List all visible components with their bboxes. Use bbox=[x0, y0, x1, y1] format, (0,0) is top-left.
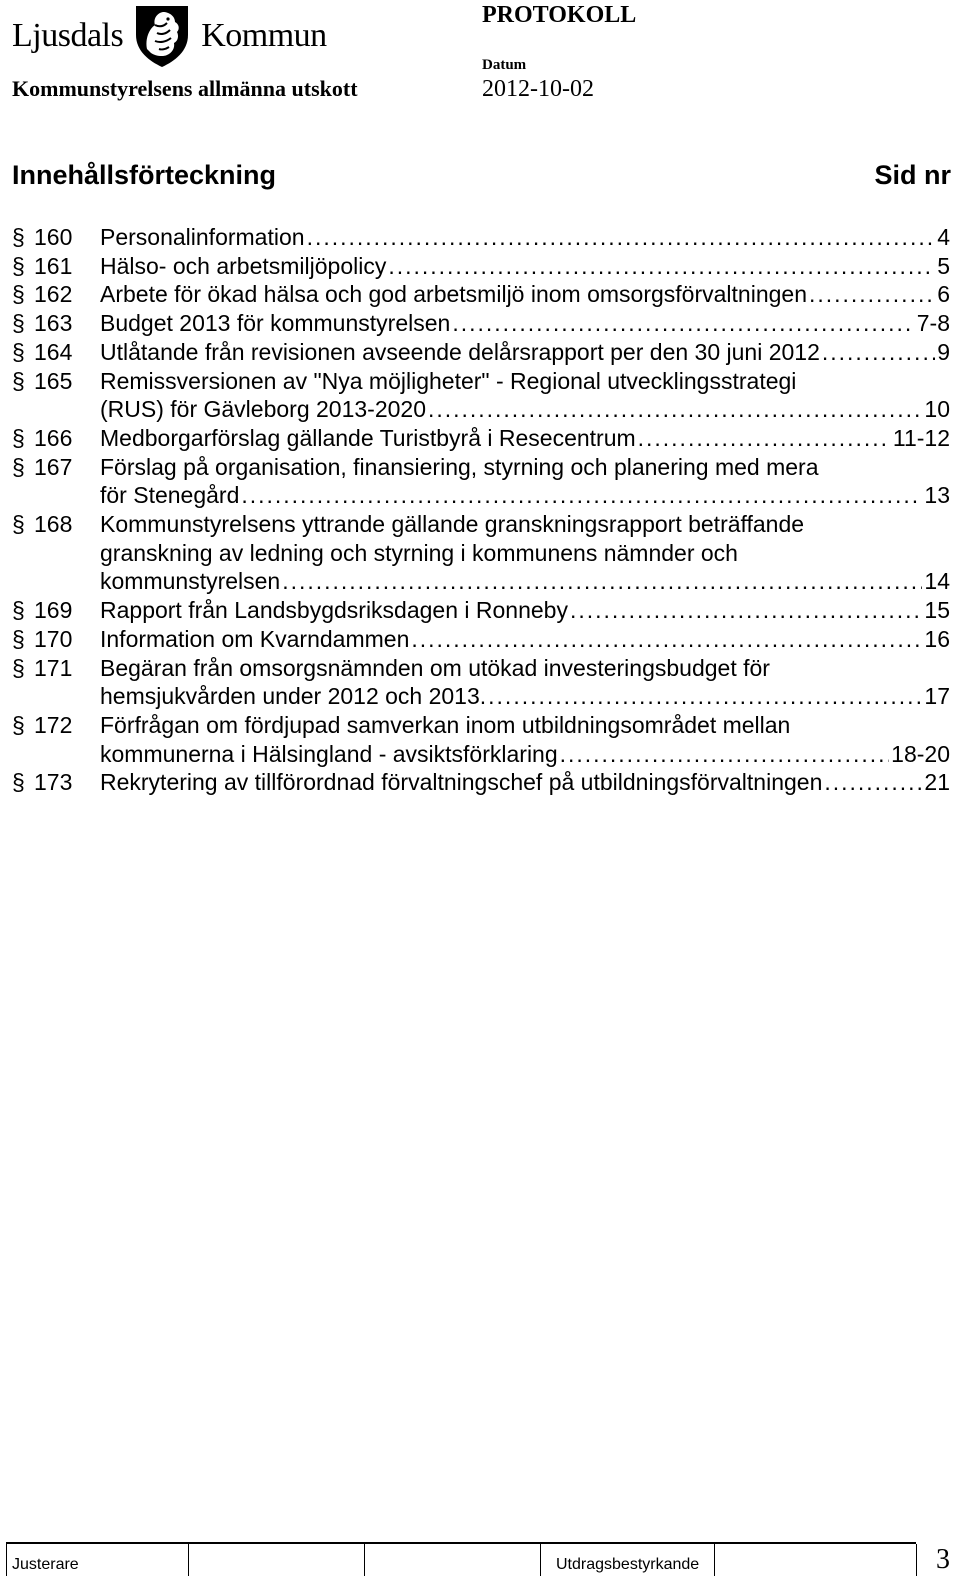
toc-entry bbox=[12, 654, 950, 711]
document-type: PROTOKOLL bbox=[482, 2, 637, 28]
toc-entry-title: Hälso- och arbetsmiljöpolicy bbox=[100, 252, 387, 279]
toc-entry bbox=[12, 223, 950, 252]
toc-entry-number: 171 bbox=[34, 654, 73, 681]
section-symbol: § bbox=[12, 281, 25, 308]
toc-entry-page: 9 bbox=[937, 338, 950, 365]
toc-entry-page: 14 bbox=[924, 568, 950, 595]
toc-entry-title: Utlåtande från revisionen avseende delårsrapport per den 30 juni 2012 bbox=[100, 338, 820, 365]
toc-entry-number: 163 bbox=[34, 310, 73, 337]
toc-entry-page: 6 bbox=[937, 281, 950, 308]
logo-text-right: Kommun bbox=[201, 17, 327, 54]
footer-divider bbox=[188, 1544, 189, 1576]
date-value: 2012-10-02 bbox=[482, 76, 594, 102]
dot-leader bbox=[411, 625, 922, 654]
toc-entry-title: kommunerna i Hälsingland - avsiktsförklaring bbox=[100, 740, 558, 767]
toc-entry-page: 10 bbox=[924, 396, 950, 423]
toc-entry bbox=[12, 280, 950, 309]
coat-of-arms-icon bbox=[133, 3, 191, 69]
dot-leader bbox=[570, 596, 922, 625]
dot-leader bbox=[488, 682, 922, 711]
section-symbol: § bbox=[12, 654, 25, 681]
section-symbol: § bbox=[12, 367, 25, 394]
dot-leader bbox=[824, 768, 922, 797]
dot-leader bbox=[388, 252, 935, 281]
toc-entry-title: Rekrytering av tillförordnad förvaltningschef på utbildningsförvaltningen bbox=[100, 769, 823, 796]
toc-entry-title: Arbete för ökad hälsa och god arbetsmiljö inom omsorgsförvaltningen bbox=[100, 281, 807, 308]
toc-entry-title: Personalinformation bbox=[100, 224, 305, 250]
page-footer bbox=[0, 1540, 960, 1576]
toc-entry-number: 169 bbox=[34, 597, 73, 624]
toc-entry-title: Budget 2013 för kommunstyrelsen bbox=[100, 310, 451, 337]
section-symbol: § bbox=[12, 769, 25, 796]
dot-leader bbox=[452, 309, 914, 338]
dot-leader bbox=[638, 424, 891, 453]
toc-entry-number: 162 bbox=[34, 281, 73, 308]
dot-leader bbox=[241, 481, 922, 510]
dot-leader bbox=[428, 395, 922, 424]
section-symbol: § bbox=[12, 453, 25, 480]
section-symbol: § bbox=[12, 511, 25, 538]
section-symbol: § bbox=[12, 625, 25, 652]
toc-entry-number: 173 bbox=[34, 769, 73, 796]
toc-entry-number: 172 bbox=[34, 711, 73, 738]
toc-entry-title: hemsjukvården under 2012 och 2013. bbox=[100, 683, 487, 710]
toc-entry-title: Begäran från omsorgsnämnden om utökad investeringsbudget för bbox=[100, 654, 770, 681]
section-symbol: § bbox=[12, 310, 25, 337]
toc-entry bbox=[12, 625, 950, 654]
section-symbol: § bbox=[12, 597, 25, 624]
toc-entry-title: Förslag på organisation, finansiering, styrning och planering med mera bbox=[100, 453, 819, 480]
footer-rule bbox=[6, 1542, 916, 1544]
dot-leader bbox=[822, 338, 935, 367]
toc-entry-number: 164 bbox=[34, 338, 73, 365]
toc-entry-title: granskning av ledning och styrning i kommunens nämnder och bbox=[100, 539, 738, 566]
municipality-logo bbox=[12, 0, 327, 72]
toc-entry-page: 13 bbox=[924, 482, 950, 509]
toc-entry-title: Remissversionen av "Nya möjligheter" - Regional utvecklingsstrategi bbox=[100, 367, 797, 394]
section-symbol: § bbox=[12, 424, 25, 451]
toc-entry bbox=[12, 252, 950, 281]
toc-entry-page: 11-12 bbox=[892, 424, 950, 451]
toc-page-heading: Sid nr bbox=[874, 160, 951, 190]
toc-entry bbox=[12, 338, 950, 367]
footer-divider bbox=[714, 1544, 715, 1576]
footer-divider bbox=[6, 1544, 7, 1576]
logo-text-left: Ljusdals bbox=[12, 17, 124, 54]
toc-entry-title: (RUS) för Gävleborg 2013-2020 bbox=[100, 396, 426, 423]
toc-entry-title: Kommunstyrelsens yttrande gällande granskningsrapport beträffande bbox=[100, 511, 805, 538]
toc-entry-number: 166 bbox=[34, 424, 73, 451]
dot-leader bbox=[809, 280, 935, 309]
toc-entry bbox=[12, 309, 950, 338]
toc-entry-title: kommunstyrelsen bbox=[100, 568, 281, 595]
section-symbol: § bbox=[12, 252, 25, 279]
footer-divider bbox=[364, 1544, 365, 1576]
toc-entry-title: Rapport från Landsbygdsriksdagen i Ronneby bbox=[100, 597, 568, 624]
toc-entry-number: 170 bbox=[34, 625, 73, 652]
section-symbol: § bbox=[12, 224, 25, 250]
toc-entry-page: 16 bbox=[924, 625, 950, 652]
footer-utdragsbestyrkande-label: Utdragsbestyrkande bbox=[556, 1556, 700, 1573]
committee-name: Kommunstyrelsens allmänna utskott bbox=[12, 76, 358, 101]
dot-leader bbox=[282, 567, 922, 596]
toc-entry-page: 4 bbox=[937, 224, 950, 250]
toc-entry-page: 7-8 bbox=[916, 310, 950, 337]
page-number: 3 bbox=[936, 1544, 950, 1575]
toc-entry-page: 15 bbox=[924, 597, 950, 624]
toc-entry bbox=[12, 510, 950, 596]
toc-entry-title: för Stenegård bbox=[100, 482, 240, 509]
date-label: Datum bbox=[482, 57, 527, 73]
toc-entry-number: 160 bbox=[34, 224, 73, 250]
dot-leader bbox=[560, 740, 890, 769]
toc-entry-page: 18-20 bbox=[891, 740, 950, 767]
toc-heading: Innehållsförteckning bbox=[12, 160, 277, 190]
toc-entry-page: 17 bbox=[924, 683, 950, 710]
toc-entry bbox=[12, 453, 950, 510]
toc-entry bbox=[12, 711, 950, 768]
toc-entry-title: Information om Kvarndammen bbox=[100, 625, 410, 652]
section-symbol: § bbox=[12, 338, 25, 365]
toc-entry bbox=[12, 367, 950, 424]
table-of-contents bbox=[12, 223, 950, 797]
toc-entry bbox=[12, 424, 950, 453]
dot-leader bbox=[307, 223, 936, 252]
toc-entry bbox=[12, 768, 950, 797]
toc-entry-title: Förfrågan om fördjupad samverkan inom utbildningsområdet mellan bbox=[100, 711, 791, 738]
toc-entry-number: 167 bbox=[34, 453, 73, 480]
footer-justerare-label: Justerare bbox=[12, 1556, 79, 1573]
toc-entry-number: 165 bbox=[34, 367, 73, 394]
toc-entry-title: Medborgarförslag gällande Turistbyrå i Resecentrum bbox=[100, 424, 636, 451]
footer-divider bbox=[916, 1544, 917, 1576]
toc-entry-number: 168 bbox=[34, 511, 73, 538]
toc-entry bbox=[12, 596, 950, 625]
toc-entry-page: 21 bbox=[924, 769, 950, 796]
toc-entry-page: 5 bbox=[937, 252, 950, 279]
toc-entry-number: 161 bbox=[34, 252, 73, 279]
footer-divider bbox=[540, 1544, 541, 1576]
section-symbol: § bbox=[12, 711, 25, 738]
